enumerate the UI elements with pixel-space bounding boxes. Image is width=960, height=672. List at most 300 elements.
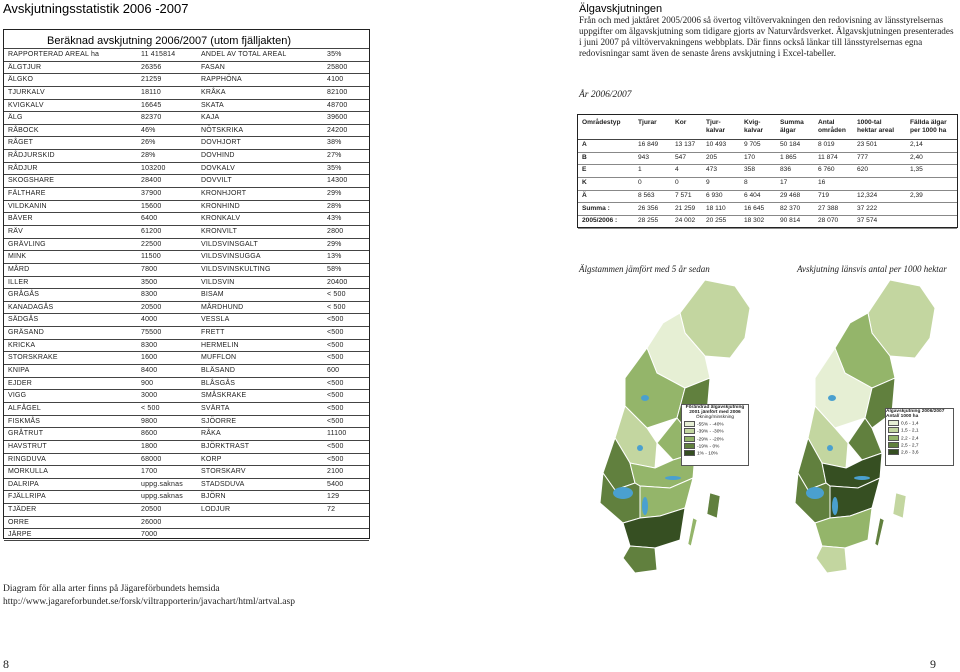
table-cell: 4000 [141,316,158,324]
legend-title: Älgavskjutning 2006/2007 [886,409,945,414]
table-cell: 28 255 [638,217,659,225]
table-cell: B [582,153,587,161]
table-row [4,490,369,503]
table-cell: STADSDUVA [201,480,245,488]
table-cell: 473 [706,166,718,174]
table-cell: RAPPHÖNA [201,76,242,84]
table-cell: 1,35 [910,166,923,174]
table-cell: 75500 [141,329,162,337]
legend-item [684,443,746,449]
table-cell: ÄLGTJUR [8,63,42,71]
table-cell: DALRIPA [8,480,39,488]
table-row [578,215,957,229]
table-cell: 37900 [141,190,162,198]
table-cell: 600 [327,367,340,375]
table-cell: KVIGKALV [8,101,44,109]
table-cell: SVÄRTA [201,404,230,412]
legend-subtitle: Ökning/minskning [695,415,735,420]
table-row [4,351,369,364]
table-cell: 2,39 [910,191,923,199]
legend-item [684,428,746,434]
table-cell: <500 [327,404,344,412]
table-row [4,465,369,478]
table-row [578,139,957,153]
table-cell: SMÅSKRAKE [201,392,247,400]
legend-label: -29% - -20% [697,436,724,442]
table-cell: 18 110 [706,204,726,212]
table-cell: 2,14 [910,141,923,148]
table-cell: HERMELIN [201,341,239,349]
table-cell: 15600 [141,202,162,210]
table-cell: 25800 [327,63,348,71]
lake-malaren [665,476,681,480]
table-cell: 21259 [141,76,162,84]
legend-label: 2,8 - 3,6 [901,450,919,456]
table-row [4,212,369,225]
table-cell: 29% [327,190,342,198]
column-header-line: Områdestyp [582,119,621,126]
table-cell: 3500 [141,278,158,286]
table-cell: 48700 [327,101,348,109]
region-skane [816,546,847,573]
table-cell: VIGG [8,392,27,400]
table-cell: 23 501 [857,141,878,148]
legend-item [888,449,951,455]
table-row [4,503,369,516]
table-cell: MORKULLA [8,468,49,476]
table-cell: < 500 [327,291,346,299]
table-cell: K [582,179,587,187]
table-cell: DOVVILT [201,177,232,185]
legend-label: 2,5 - 2,7 [901,443,919,449]
table-cell: FRETT [201,329,225,337]
lake-vanern [613,487,633,499]
table-cell: 170 [744,153,756,161]
table-row [4,200,369,213]
column-header-line: områden [818,127,846,134]
table-cell: E [582,166,587,174]
harvest-estimate-table [3,29,370,539]
column-header-line: Tjur- [706,119,721,126]
table-cell: KRONHIND [201,202,240,210]
table-row [4,263,369,276]
table-cell: 1 865 [780,153,797,161]
table-cell: GRÄVLING [8,240,46,248]
table-row [4,238,369,251]
table-cell: 20500 [141,303,162,311]
legend-swatch [888,435,899,441]
legend-swatch [684,421,695,427]
moose-harvest-table [577,114,958,228]
table-cell: KRONVILT [201,227,238,235]
table-row [4,61,369,74]
table-cell: 18 302 [744,217,765,225]
legend-subtitle: Antal/ 1000 ha [886,414,919,419]
table-cell: 13% [327,253,342,261]
table-cell: MINK [8,253,27,261]
table-cell: SKATA [201,101,224,109]
table-cell: BLÅSGÅS [201,379,236,387]
table-cell: 12,324 [857,191,878,199]
footer-note: Diagram för alla arter finns på Jägareförbundets hemsida [3,584,220,594]
section-paragraph: Från och med jaktåret 2005/2006 så övertog viltövervakningen den redovisning av länsstyrelsernas uppgifter om älgavskjutning som tidigare gjorts av Naturvårdsverket. Älgavskjutningen presenterades i juni 2007 på viltövervakningens webbplats. Där finns också länkar till länsstyrelsernas egna redovisningar samt även de senaste årens avskjutning i Excel-tabeller. [579,15,954,58]
table-row [4,48,369,61]
table-row [4,377,369,390]
column-header [638,119,657,127]
table-cell: <500 [327,341,344,349]
table-cell: 11 874 [818,153,838,161]
table-row [4,86,369,99]
legend-item [888,420,951,426]
table-row [4,288,369,301]
column-header-line: Tjurar [638,119,657,126]
table-cell: 1800 [141,442,158,450]
table-cell: 9 705 [744,141,761,148]
table-cell: MÅRDHUND [201,303,244,311]
table-cell: VILDSVINSKULTING [201,265,271,273]
table-cell: 28% [327,202,342,210]
table-row [578,152,957,166]
legend-item [888,442,951,448]
table-cell: 16645 [141,101,162,109]
table-cell: GRÅGÅS [8,291,40,299]
table-cell: BJÖRN [201,493,226,501]
column-header-line: 1000-tal [857,119,882,126]
table-cell: 39600 [327,114,348,122]
table-cell: RÅKA [201,430,221,438]
table-cell: RAPPORTERAD AREAL ha [8,51,100,58]
table-row [4,174,369,187]
table-cell: KRONKALV [201,215,241,223]
table-cell: FÄLTHARE [8,190,46,198]
table-cell: 6 930 [706,191,723,199]
table-cell: 16 849 [638,141,659,148]
table-cell: 68000 [141,455,162,463]
table-cell: BJÖRKTRAST [201,442,250,450]
table-cell: 26% [141,139,156,147]
table-cell: 11100 [327,430,347,438]
table-cell: 0 [638,179,642,187]
table-cell: 2800 [327,227,344,235]
table-cell: 719 [818,191,830,199]
table-cell: DOVKALV [201,164,235,172]
table-cell: ORRE [8,518,30,526]
table-cell: SÄDGÅS [8,316,39,324]
lake-vattern [642,497,648,515]
lake-storsjon [641,395,649,401]
table-cell: 16 645 [744,204,765,212]
legend-label: -19% - 0% [697,444,720,450]
table-row [4,99,369,112]
column-header [910,119,947,135]
table-row [4,402,369,415]
table-cell: 26356 [141,63,162,71]
legend-item [684,436,746,442]
table-cell: STORSKRAKE [8,354,58,362]
table-row [4,250,369,263]
table-cell: VILDKANIN [8,202,47,210]
lake-storsjon [828,395,836,401]
table-cell: 8300 [141,341,158,349]
legend-label: 1% - 10% [697,451,718,457]
table-row [4,453,369,466]
table-cell: 27% [327,152,342,160]
table-cell: 82100 [327,88,348,96]
map2-caption: Avskjutning länsvis antal per 1000 hektar [797,264,947,274]
table-row [4,415,369,428]
table-cell: Ä [582,191,587,199]
table-header [578,115,957,140]
table-cell: BLÄSAND [201,367,236,375]
table-cell: BISAM [201,291,224,299]
table-cell: NÖTSKRIKA [201,126,244,134]
table-row [578,203,957,217]
table-cell: uppg.saknas [141,480,183,488]
table-row [4,136,369,149]
table-cell: 9800 [141,417,158,425]
table-cell: RINGDUVA [8,455,47,463]
table-cell: DOVHJORT [201,139,241,147]
table-cell: FJÄLLRIPA [8,493,46,501]
legend-label: -55% - -40% [697,422,724,428]
table-row [578,177,957,191]
table-cell: 2100 [327,468,344,476]
page-number-left: 8 [3,657,9,671]
table-cell: KORP [201,455,222,463]
table-cell: 37 574 [857,217,878,225]
table-cell: 900 [141,379,154,387]
table-cell: 547 [675,153,687,161]
table-row [4,326,369,339]
table-cell: VESSLA [201,316,230,324]
table-cell: <500 [327,316,344,324]
table-cell: <500 [327,417,344,425]
legend-swatch [888,449,899,455]
table-cell: 61200 [141,227,162,235]
table-cell: 28 070 [818,217,839,225]
map2-legend [885,408,954,466]
legend-swatch [684,450,695,456]
table-cell: MUFFLON [201,354,237,362]
table-cell: 29 468 [780,191,801,199]
lake-siljan [637,445,643,451]
table-cell: ANDEL AV TOTAL AREAL [201,51,287,58]
table-cell: ÄLG [8,114,23,122]
table-cell: 129 [327,493,340,501]
column-header [744,119,763,135]
legend-label: 1,5 - 2,1 [901,428,919,434]
table-row [4,162,369,175]
table-cell: 35% [327,164,342,172]
table-cell: ÄLGKO [8,76,34,84]
table-cell: 20400 [327,278,348,286]
table-cell: 3000 [141,392,158,400]
legend-label: 2,2 - 2,4 [901,435,919,441]
column-header-line: hektar areal [857,127,895,134]
table-cell: 82 370 [780,204,801,212]
table-row [578,190,957,204]
table-cell: 13 137 [675,141,696,148]
page-title: Avskjutningsstatistik 2006 -2007 [3,1,189,16]
column-header-line: Fällda älgar [910,119,947,126]
column-header [857,119,894,135]
table-cell: RÅBOCK [8,126,39,134]
table-cell: 777 [857,153,869,161]
table-cell: FASAN [201,63,225,71]
map1-legend [681,404,749,466]
table-cell: 5400 [327,480,344,488]
table-cell: 943 [638,153,650,161]
lake-vattern [832,497,838,515]
table-cell: 50 184 [780,141,801,148]
table-cell: Summa : [582,204,610,212]
table-cell: 35% [327,51,342,58]
table-cell: 11 415814 [141,51,176,58]
table-cell: 620 [857,166,869,174]
table-cell: FISKMÅS [8,417,41,425]
table-row [4,73,369,86]
table-cell: 22500 [141,240,162,248]
table-cell: 16 [818,179,826,187]
table-row [4,187,369,200]
table-cell: 90 814 [780,217,801,225]
table-cell: 6 404 [744,191,761,199]
table-cell: KNIPA [8,367,30,375]
table-cell: RÅDJUR [8,164,38,172]
table-cell: 836 [780,166,792,174]
legend-label: 0,6 - 1,4 [901,421,919,427]
legend-swatch [888,442,899,448]
table-cell: 1600 [141,354,158,362]
table-cell: 8300 [141,291,158,299]
table-cell: 82370 [141,114,162,122]
table-row [4,528,369,541]
table-cell: 72 [327,506,336,514]
table-row [4,478,369,491]
legend-label: -39% - -30% [697,429,724,435]
column-header-line: Kvig- [744,119,761,126]
table-cell: HAVSTRUT [8,442,47,450]
table-cell: 27 388 [818,204,839,212]
table-cell: KRÅKA [201,88,226,96]
table-cell: <500 [327,379,344,387]
table-cell: 8 019 [818,141,835,148]
table-cell: 24200 [327,126,348,134]
table-row [4,339,369,352]
table-cell: <500 [327,392,344,400]
table-body [4,48,369,541]
legend-item [888,427,951,433]
column-header [706,119,725,135]
legend-swatch [684,436,695,442]
table-cell: DOVHIND [201,152,235,160]
table-cell: ALFÅGEL [8,404,41,412]
table-cell: uppg.saknas [141,493,183,501]
table-cell: KAJA [201,114,220,122]
lake-malaren [854,476,870,480]
table-cell: 28% [141,152,156,160]
lake-siljan [827,445,833,451]
table-cell: TJÄDER [8,506,37,514]
year-label: År 2006/2007 [579,90,632,100]
table-row [4,149,369,162]
table-row [4,313,369,326]
table-cell: 103200 [141,164,166,172]
table-row [4,427,369,440]
table-cell: VILDSVINSGALT [201,240,258,248]
island-gotland [707,493,720,518]
table-cell: 21 259 [675,204,696,212]
table-cell: 1700 [141,468,158,476]
table-row [4,111,369,124]
table-cell: 6 760 [818,166,835,174]
table-row [4,276,369,289]
table-cell: GRÅTRUT [8,430,44,438]
column-header-line: Summa [780,119,804,126]
footer-url[interactable]: http://www.jagareforbundet.se/forsk/viltrapporterin/javachart/html/artval.asp [3,597,295,607]
island-oland [875,518,884,546]
table-cell: TJURKALV [8,88,45,96]
table-cell: 1 [638,166,642,174]
table-cell: ILLER [8,278,29,286]
table-cell: BÄVER [8,215,33,223]
column-header [780,119,804,135]
table-row [578,164,957,178]
table-cell: 38% [327,139,342,147]
table-cell: 7 571 [675,191,692,199]
table-cell: A [582,141,587,148]
region-skane [623,546,657,573]
table-cell: 20 255 [706,217,727,225]
table-cell: 26000 [141,518,162,526]
legend-item [684,421,746,427]
table-cell: EJDER [8,379,32,387]
table-cell: 28400 [141,177,162,185]
table-cell: 8 563 [638,191,655,199]
table-cell: KRICKA [8,341,36,349]
table-cell: LODJUR [201,506,231,514]
table-row [4,225,369,238]
table-row [4,301,369,314]
page-number-right: 9 [930,657,936,671]
table-cell: 37 222 [857,204,878,212]
table-cell: <500 [327,442,344,450]
legend-swatch [888,427,899,433]
table-cell: < 500 [327,303,346,311]
table-cell: VILDSVINSUGGA [201,253,261,261]
table-cell: 17 [780,179,788,187]
section-title: Älgavskjutningen [579,3,663,15]
column-header-line: älgar [780,127,796,134]
table-cell: 0 [675,179,679,187]
table-cell: < 500 [141,404,160,412]
island-gotland [893,493,906,518]
table-cell: 26 356 [638,204,659,212]
column-header [582,119,620,127]
table-cell: JÄRPE [8,531,32,539]
island-oland [688,518,697,546]
table-cell: KANADAGÅS [8,303,54,311]
table-row [4,516,369,529]
table-cell: 2005/2006 : [582,217,618,225]
table-cell: RÄV [8,227,23,235]
table-cell: 46% [141,126,156,134]
table-cell: 4100 [327,76,344,84]
table-row [4,364,369,377]
table-cell: STORSKARV [201,468,246,476]
table-cell: 14300 [327,177,348,185]
table-cell: SKOGSHARE [8,177,55,185]
